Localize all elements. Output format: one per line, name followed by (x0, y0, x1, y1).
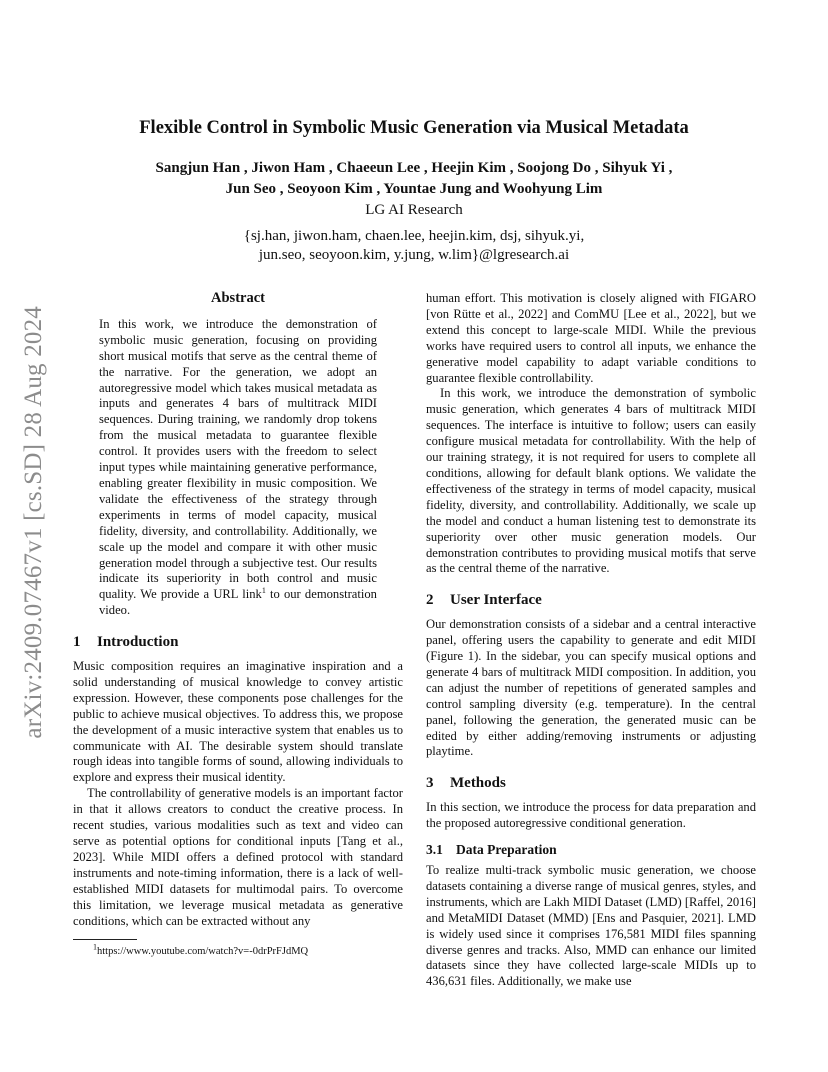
footnote-marker: 1 (261, 586, 266, 596)
intro-paragraph-2: The controllability of generative models is an important factor in that it allows creators to conduct the creative process. In recent studies, various modalities such as text and video can serve as potential options for conditional inputs [Tang et al., 2023]. While MIDI offers a defined protocol with standard instruments and note-timing information, there is a lack of well-established MIDI datasets for multimodal pairs. To overcome this limitation, we leverage musical metadata as generative conditions, which can be extracted without any (73, 786, 403, 928)
right-column (426, 291, 756, 990)
section-number: 2 (426, 592, 434, 609)
abstract-heading: Abstract (211, 290, 265, 306)
footnote-link[interactable]: https://www.youtube.com/watch?v=-0drPrFJdMQ (97, 946, 309, 958)
arxiv-identifier (10, 283, 58, 761)
emails-line-1: {sj.han, jiwon.ham, chaen.lee, heejin.kim, dsj, sihyuk.yi, (243, 228, 585, 244)
paper-title: Flexible Control in Symbolic Music Generation via Musical Metadata (139, 118, 689, 138)
subsection-title: Data Preparation (456, 842, 557, 858)
arxiv-id-text: arXiv:2409.07467v1 [cs.SD] 28 Aug 2024 (20, 305, 47, 739)
section-title: User Interface (450, 592, 542, 609)
section-introduction-heading (73, 635, 403, 651)
methods-paragraph: In this section, we introduce the process for data preparation and the proposed autoregressive conditional generation. (426, 800, 756, 831)
left-column (73, 291, 403, 960)
abstract-body (73, 317, 403, 619)
email-list (0, 227, 828, 265)
section-number: 3 (426, 775, 434, 792)
section-title: Methods (450, 775, 506, 792)
abstract-end: to our demonstration video. (99, 587, 377, 618)
subsection-data-preparation-heading (426, 842, 756, 858)
abstract-main: In this work, we introduce the demonstration of symbolic music generation, focusing on providing short musical motifs that serve as the central theme of the narrative. For the generation, we adopt an autoregressive model which takes musical metadata as inputs and generates 4 bars of multitrack MIDI sequences. During training, we randomly drop tokens from the musical metadata to guarantee flexible control. It provides users with the freedom to select input types while maintaining generative performance, enabling greater flexibility in music composition. We validate the effectiveness of the strategy through experiments in terms of model capacity, musical fidelity, diversity, and controllability. Additionally, we scale up the model and compare it with other music generation model through a subjective test. Our results indicate its superiority in both control and music quality. We provide a URL link (99, 316, 377, 602)
footnote (73, 944, 403, 960)
right-paragraph-2: In this work, we introduce the demonstration of symbolic music generation, which generates 4 bars of multitrack MIDI sequences. The interface is intuitive to follow; users can easily configure musical metadata for controllability. With the help of our training strategy, it is not required for users to complete all conditions, allowing for default blank options. We validate the effectiveness of the strategy in terms of model capacity, musical fidelity, diversity, and controllability. Additionally, we scale up the model and conduct a human listening test to demonstrate its superiority over other music generation models. Our demonstration contributes to providing musical motifs that serve as the central theme of the narrative. (426, 386, 756, 576)
emails-line-2: jun.seo, seoyoon.kim, y.jung, w.lim}@lgresearch.ai (258, 247, 570, 263)
footnote-divider (73, 939, 137, 940)
subsection-number: 3.1 (426, 842, 443, 858)
user-interface-paragraph: Our demonstration consists of a sidebar and a central interactive panel, offering users the capability to generate and edit MIDI (Figure 1). In the sidebar, you can specify musical options and generate 4 bars of multitrack MIDI composition. In addition, you can adjust the number of repetitions of generated samples and control sampling diversity (e.g. temperature). In the central panel, following the generation, the generated music can be edited by either adding/removing instruments or adjusting playtime. (426, 617, 756, 759)
section-user-interface-heading (426, 593, 756, 609)
abstract-text (99, 317, 377, 619)
section-title: Introduction (97, 634, 179, 651)
footnote-mark: 1 (93, 942, 97, 952)
author-list (0, 158, 828, 200)
authors-line-2: Jun Seo , Seoyoon Kim , Yountae Jung and Woohyung Lim (225, 181, 603, 197)
intro-paragraph-1: Music composition requires an imaginative inspiration and a solid understanding of musical knowledge to convey artistic expression. However, these components pose challenges for the public to achieve musical objectives. To address this, we propose the development of a music interactive system that enables us to communicate with AI. The desirable system should translate rough ideas into tangible forms of sound, allowing individuals to explore and express their musical identity. (73, 659, 403, 785)
right-paragraph-1: human effort. This motivation is closely aligned with FIGARO [von Rütte et al., 2022] and ComMU [Lee et al., 2022], but we extend this concept to large-scale MIDI. While the previous works have required users to control all inputs, we enhance the generative model capability to adapt variable conditions to guarantee flexible controllability. (426, 291, 756, 385)
section-methods-heading (426, 776, 756, 792)
affiliation: LG AI Research (365, 202, 463, 218)
section-number: 1 (73, 634, 81, 651)
authors-line-1: Sangjun Han , Jiwon Ham , Chaeeun Lee , Heejin Kim , Soojong Do , Sihyuk Yi , (155, 160, 673, 176)
data-preparation-paragraph: To realize multi-track symbolic music generation, we choose datasets containing a diverse range of musical genres, styles, and instruments, which are Lakh MIDI Dataset (LMD) [Raffel, 2016] and MetaMIDI Dataset (MMD) [Ens and Pasquier, 2021]. LMD is widely used since it comprises 176,581 MIDI files spanning diverse genres and tracks. Also, MMD can enhance our limited datasets since they have collected large-scale MIDIs up to 436,631 files. Additionally, we make use (426, 863, 756, 989)
